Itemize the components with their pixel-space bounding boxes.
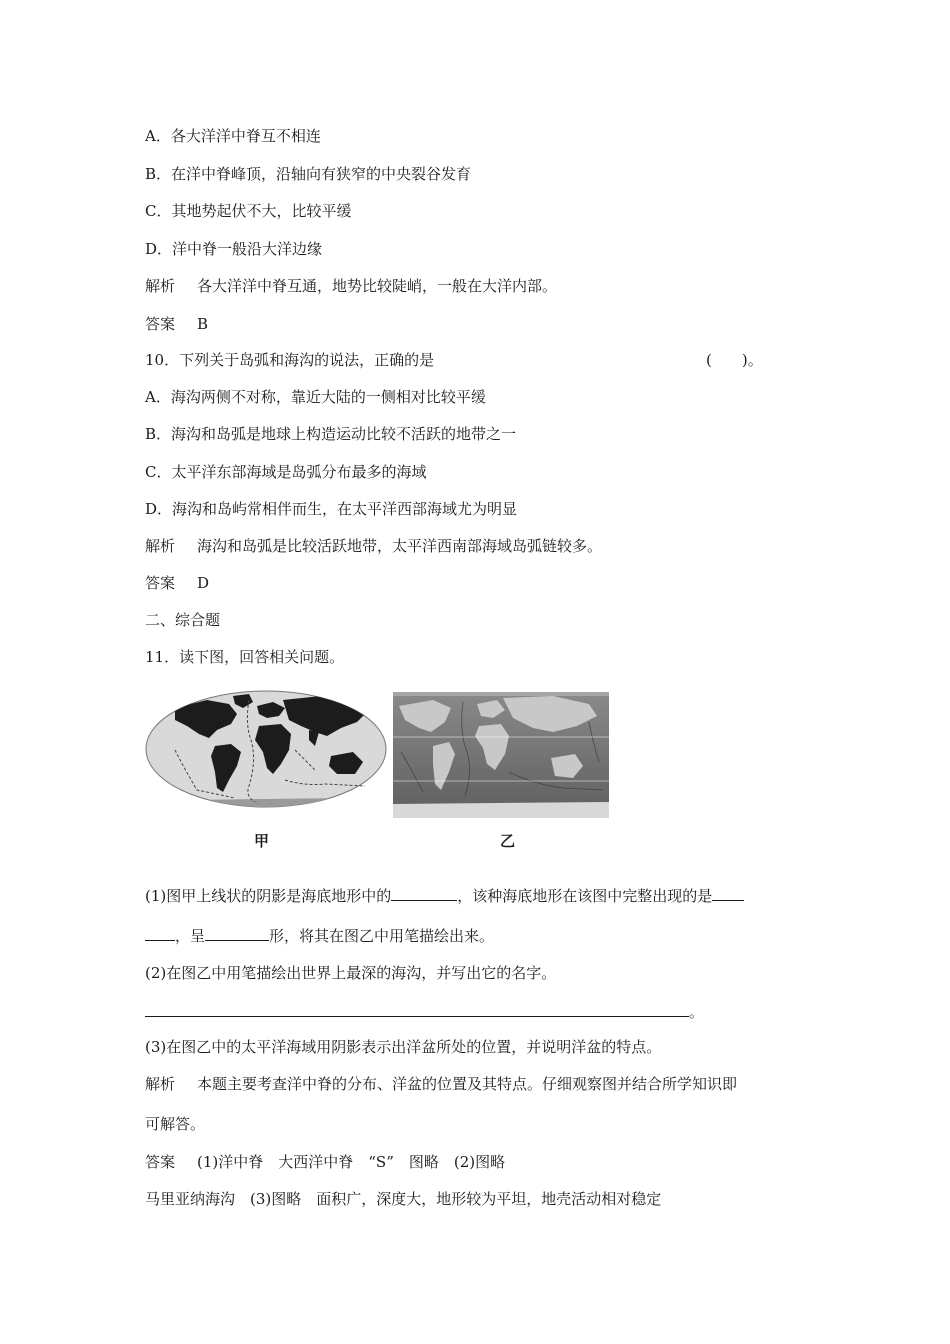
q9-answer-label: 答案 xyxy=(145,315,176,333)
q9-analysis-label: 解析 xyxy=(145,277,176,295)
figure-yi-caption: 乙 xyxy=(500,832,516,850)
q11-stem: 11．读下图，回答相关问题。 xyxy=(145,648,345,666)
q11-part3: (3)在图乙中的太平洋海域用阴影表示出洋盆所处的位置，并说明洋盆的特点。 xyxy=(145,1038,662,1056)
q11-part2-answer-line xyxy=(145,1000,704,1022)
q11-answer xyxy=(145,1152,505,1172)
q9-option-c: C．其地势起伏不大，比较平缓 xyxy=(145,202,352,220)
section-heading: 二、综合题 xyxy=(145,611,221,629)
q10-answer-paren: ( )。 xyxy=(706,351,763,369)
world-map-jia-image xyxy=(145,690,387,808)
world-map-yi-image xyxy=(393,692,609,818)
blank-4 xyxy=(145,1000,689,1017)
q11-part1-text-a: (1)图甲上线状的阴影是海底地形中的 xyxy=(145,887,392,905)
q9-option-d: D．洋中脊一般沿大洋边缘 xyxy=(145,240,323,258)
q10-answer-value: D xyxy=(197,574,210,592)
blank-1 xyxy=(391,884,457,901)
q10-stem: 10．下列关于岛弧和海沟的说法，正确的是 xyxy=(145,351,435,369)
q10-answer xyxy=(145,573,209,593)
q9-analysis-text: 各大洋洋中脊互通，地势比较陡峭，一般在大洋内部。 xyxy=(197,277,558,295)
q11-part1-text-c: ，呈 xyxy=(175,927,206,945)
q11-figure xyxy=(145,690,615,850)
q11-part1-line2 xyxy=(145,924,494,946)
q10-analysis-text: 海沟和岛弧是比较活跃地带，太平洋西南部海域岛弧链较多。 xyxy=(197,537,603,555)
q11-part1-text-d: 形，将其在图乙中用笔描绘出来。 xyxy=(269,927,495,945)
q11-analysis-label: 解析 xyxy=(145,1075,176,1093)
q11-analysis-text-1: 本题主要考查洋中脊的分布、洋盆的位置及其特点。仔细观察图并结合所学知识即 xyxy=(197,1075,738,1093)
q11-part2-end: 。 xyxy=(689,1003,705,1021)
q10-option-a: A．海沟两侧不对称，靠近大陆的一侧相对比较平缓 xyxy=(145,388,486,406)
q11-analysis-cont: 可解答。 xyxy=(145,1115,206,1133)
blank-3 xyxy=(205,924,269,941)
q11-analysis xyxy=(145,1074,737,1094)
figure-jia-caption: 甲 xyxy=(254,832,270,850)
q9-option-a: A．各大洋洋中脊互不相连 xyxy=(145,127,321,145)
q11-part2: (2)在图乙中用笔描绘出世界上最深的海沟，并写出它的名字。 xyxy=(145,964,557,982)
q10-option-c: C．太平洋东部海域是岛弧分布最多的海域 xyxy=(145,463,427,481)
q9-option-b: B．在洋中脊峰顶，沿轴向有狭窄的中央裂谷发育 xyxy=(145,165,472,183)
q10-option-b: B．海沟和岛弧是地球上构造运动比较不活跃的地带之一 xyxy=(145,425,517,443)
q11-part1-line1 xyxy=(145,884,744,906)
q9-answer-value: B xyxy=(197,315,209,333)
q9-analysis xyxy=(145,276,557,296)
q10-analysis-label: 解析 xyxy=(145,537,176,555)
q10-option-d: D．海沟和岛屿常相伴而生，在太平洋西部海域尤为明显 xyxy=(145,500,518,518)
q9-answer xyxy=(145,314,208,334)
q10-analysis xyxy=(145,536,602,556)
q11-answer-cont: 马里亚纳海沟 (3)图略 面积广，深度大，地形较为平坦，地壳活动相对稳定 xyxy=(145,1190,662,1208)
q11-answer-label: 答案 xyxy=(145,1153,176,1171)
q11-answer-text-1: (1)洋中脊 大西洋中脊 “S” 图略 (2)图略 xyxy=(197,1153,506,1171)
q10-answer-label: 答案 xyxy=(145,574,176,592)
blank-2b xyxy=(145,924,175,941)
blank-2a xyxy=(712,884,744,901)
q11-part1-text-b: ，该种海底地形在该图中完整出现的是 xyxy=(457,887,713,905)
